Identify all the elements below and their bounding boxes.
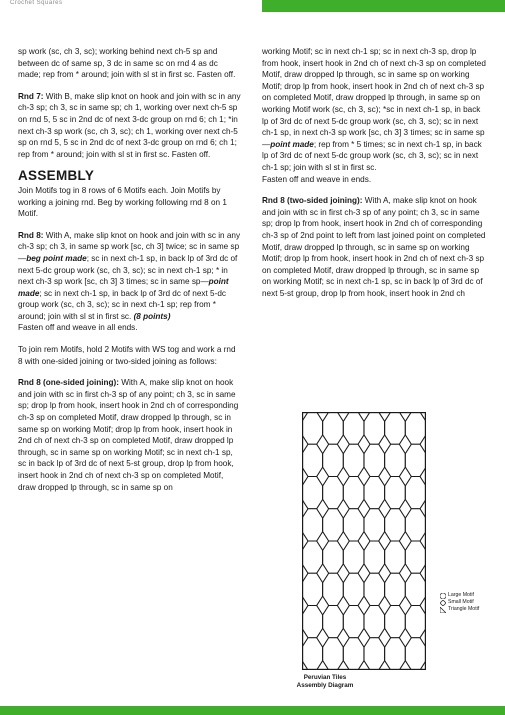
- large-motif: [364, 573, 385, 605]
- large-motif: [385, 477, 406, 509]
- emphasis: beg point made: [26, 253, 87, 263]
- large-motif: [364, 444, 385, 476]
- large-motif: [343, 477, 364, 509]
- text: With B, make slip knot on hook and join with sc in any ch-3 sp; ch 3, sc in same sp; ch 1, working over next ch-5 sp on rnd 5, 5 sc in 2nd dc of next 3-dc group on rnd 6; ch 1; *in next ch-3 sp work (sc, ch 3, sc); ch 1, working over next ch-5 sp on rnd 5, 5 sc in 2nd dc of next 3-dc group on rnd 6; ch 1; rep from * around; join with sl st in first sc. Fasten off.: [18, 91, 241, 159]
- paragraph: [18, 185, 242, 220]
- large-motif: [385, 444, 406, 476]
- large-motif: [364, 509, 385, 541]
- round-label: Rnd 8 (two-sided joining):: [262, 196, 363, 206]
- paragraph: [262, 195, 488, 299]
- octagon-icon: [440, 593, 446, 599]
- large-motif: [405, 509, 426, 541]
- large-motif: [364, 477, 385, 509]
- caption-title: Peruvian Tiles: [303, 674, 347, 681]
- emphasis: point made: [270, 139, 314, 149]
- large-motif: [323, 638, 344, 670]
- paragraph: [18, 230, 242, 334]
- diamond-icon: [440, 600, 446, 606]
- text: Join Motifs tog in 8 rows of 6 Motifs each. Join Motifs by working a joining rnd. Beg by working following rnd 8 on 1 Motif.: [18, 185, 227, 219]
- large-motif: [364, 638, 385, 670]
- large-motif: [343, 606, 364, 638]
- large-motif: [364, 541, 385, 573]
- large-motif: [302, 541, 323, 573]
- large-motif: [302, 412, 323, 444]
- large-motif: [323, 573, 344, 605]
- large-motif: [343, 573, 364, 605]
- large-motif: [323, 477, 344, 509]
- large-motif: [343, 412, 364, 444]
- large-motif: [323, 444, 344, 476]
- large-motif: [302, 477, 323, 509]
- text: With A, make slip knot on hook and join with sc in first ch-3 sp of any point; ch 3, sc in same sp; drop lp from hook, insert hook in 2nd ch of corresponding ch-3 sp on completed Motif, draw dropped lp through, sc in same sp on working Motif; drop lp from hook, insert hook in 2nd ch of next ch-3 sp on completed Motif, draw dropped lp through, sc in same sp on working Motif; sc in next ch-1 sp, sc in back lp of 3rd dc of next 5-st group, drop lp from hook, insert hook in 2nd ch of next ch-3 sp on completed Motif, draw dropped lp through, sc in same sp on: [18, 378, 239, 492]
- text: Fasten off and weave in all ends.: [18, 323, 138, 333]
- text: Fasten off and weave in ends.: [262, 174, 372, 184]
- emphasis: point made: [18, 277, 229, 298]
- legend-item: [440, 592, 500, 599]
- paragraph: [262, 46, 488, 185]
- large-motif: [343, 509, 364, 541]
- large-motif: [385, 606, 406, 638]
- section-heading: ASSEMBLY: [18, 168, 95, 184]
- caption-subtitle: Assembly Diagram: [296, 681, 354, 689]
- large-motif: [323, 606, 344, 638]
- legend-label: Small Motif: [448, 599, 474, 605]
- large-motif: [405, 541, 426, 573]
- paragraph: [18, 91, 242, 161]
- legend-label: Large Motif: [448, 592, 474, 598]
- large-motif: [323, 509, 344, 541]
- large-motif: [323, 412, 344, 444]
- large-motif: [302, 638, 323, 670]
- large-motif: [302, 573, 323, 605]
- large-motif: [405, 573, 426, 605]
- large-motif: [405, 412, 426, 444]
- legend-item: [440, 606, 500, 613]
- large-motif: [343, 638, 364, 670]
- legend-item: [440, 599, 500, 606]
- large-motif: [385, 412, 406, 444]
- diagram-caption: [262, 674, 388, 689]
- text: ; rep from * 5 times; sc in next ch-1 sp, in back lp of 3rd dc of next 5-dc group work (sc, ch 3, sc); sc in next ch-1 sp; join with sl st in first sc.: [262, 139, 482, 172]
- large-motif: [364, 412, 385, 444]
- large-motif: [405, 444, 426, 476]
- large-motif: [302, 444, 323, 476]
- text: sp work (sc, ch 3, sc); working behind next ch-5 sp and between dc of same sp, 3 dc in same sc on rnd 4 as dc made; rep from * around; join with sl st in first sc. Fasten off.: [18, 47, 236, 80]
- paragraph: [18, 46, 242, 81]
- text: With A, make slip knot on hook and join with sc in first ch-3 sp of any point; ch 3, sc in same sp; drop lp from hook, insert hook in 2nd ch of corresponding ch-3 sp of 2nd point to left from last joined point on completed Motif, draw dropped lp through, sc in same sp on working Motif; drop lp from hook, insert hook in 2nd ch of next ch-3 sp on completed Motif, draw dropped lp through, sc in same sp on working Motif; sc in next ch-1 sp, sc in back lp of 3rd dc of next 5-st group, drop lp from hook, insert hook in 2nd ch: [262, 196, 486, 298]
- large-motif: [323, 541, 344, 573]
- large-motif: [302, 606, 323, 638]
- bottom-green-bar: [0, 706, 505, 715]
- text: To join rem Motifs, hold 2 Motifs with WS tog and work a rnd 8 with one-sided joining or two-sided joining as follows:: [18, 345, 236, 366]
- paragraph: [18, 377, 242, 493]
- large-motif: [343, 541, 364, 573]
- large-motif: [302, 509, 323, 541]
- text: ; sc in next ch-1 sp, in back lp of 3rd dc of next 5-dc group work (sc, ch 3, sc); sc in next ch-1 sp; * in next ch-3 sp work [sc, ch 3] 3 times; sc in same sp—: [18, 253, 238, 287]
- large-motif: [385, 541, 406, 573]
- large-motif: [385, 638, 406, 670]
- round-label: Rnd 8 (one-sided joining):: [18, 378, 119, 388]
- large-motif: [385, 573, 406, 605]
- assembly-diagram-svg: [302, 412, 426, 670]
- large-motif: [364, 606, 385, 638]
- large-motif: [405, 638, 426, 670]
- paragraph: [18, 344, 242, 367]
- large-motif: [405, 477, 426, 509]
- large-motif: [385, 509, 406, 541]
- round-label: Rnd 8:: [18, 230, 44, 240]
- text: ; sc in next ch-1 sp, in back lp of 3rd dc of next 5-dc group work (sc, ch 3, sc); sc in next ch-1 sp; rep from * around; join with sl st in first sc.: [18, 288, 226, 321]
- text: working Motif; sc in next ch-1 sp; sc in next ch-3 sp, drop lp from hook, insert hook in 2nd ch of next ch-3 sp on completed Motif, draw dropped lp through, sc in same sp on working Motif; drop lp from hook, insert hook in 2nd ch of next ch-3 sp on completed Motif, draw dropped lp through, in same sp on working Motif work (sc, ch 3, sc); *sc in next ch-1 sp, in back lp of 3rd dc of next 5-dc group work (sc, ch 3, sc); sc in next ch-1 sp, in next ch-3 sp work [sc, ch 3] 3 times; sc in same sp—: [262, 47, 486, 149]
- running-header: Crochet Squares: [10, 0, 63, 6]
- emphasis: (8 points): [133, 311, 171, 321]
- large-motif: [343, 444, 364, 476]
- diagram-legend: [440, 592, 500, 613]
- assembly-diagram: [302, 412, 426, 670]
- left-column: [18, 46, 242, 503]
- right-column: [262, 46, 488, 309]
- large-motif: [405, 606, 426, 638]
- legend-label: Triangle Motif: [448, 606, 480, 612]
- triangle-icon: [440, 607, 446, 613]
- round-label: Rnd 7:: [18, 91, 44, 101]
- text: With A, make slip knot on hook and join with sc in any ch-3 sp; ch 3, in same sp work [sc, ch 3] twice; sc in same sp—: [18, 230, 241, 263]
